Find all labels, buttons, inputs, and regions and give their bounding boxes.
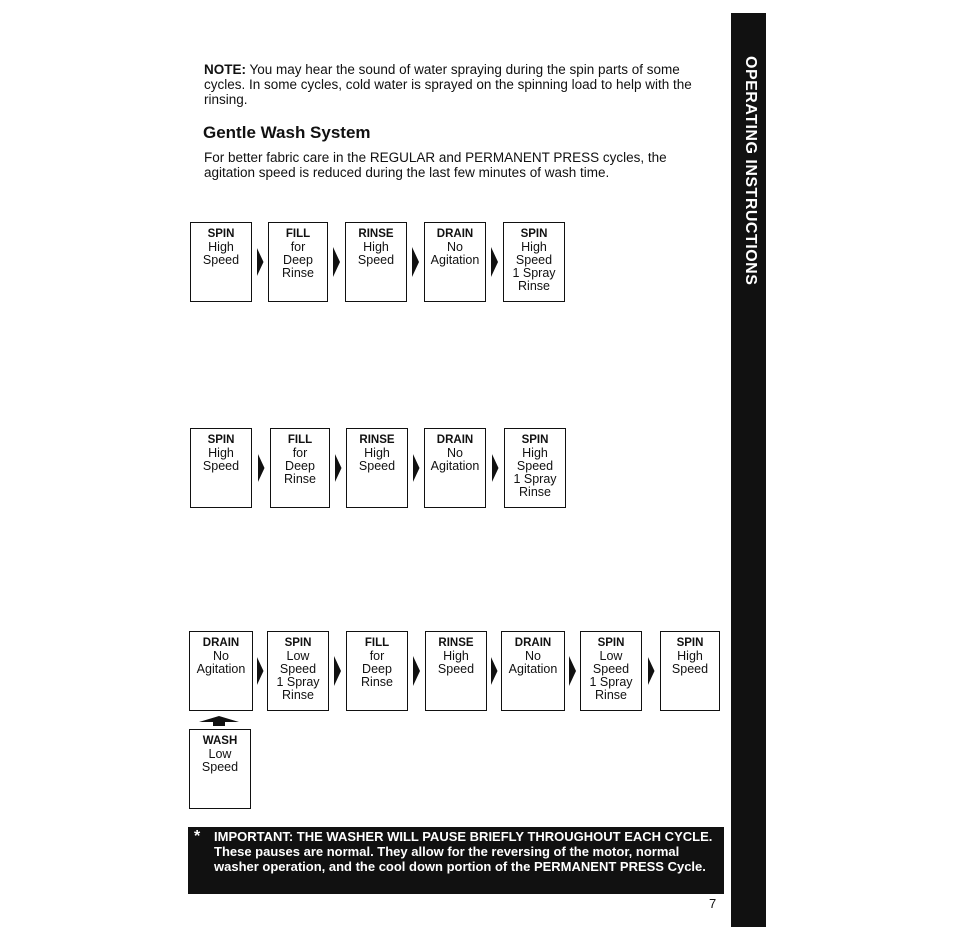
step-line: Speed [515, 253, 553, 267]
cycle-step-box [425, 631, 487, 711]
step-line: for [369, 649, 385, 663]
step-line: Agitation [430, 253, 480, 267]
step-line: Rinse [595, 688, 627, 702]
cycle-step-box [345, 222, 407, 302]
step-line: No [525, 649, 541, 663]
right-arrow-icon [412, 247, 419, 277]
right-arrow-icon [648, 656, 655, 686]
step-line: Rinse [518, 279, 550, 293]
right-arrow-icon [492, 453, 499, 483]
cycle-step-box [504, 428, 566, 508]
right-arrow-icon [413, 656, 420, 686]
important-banner [188, 827, 724, 894]
section-intro: For better fabric care in the REGULAR and PERMANENT PRESS cycles, the agitation speed is reduced during the last few minutes of wash time. [204, 150, 667, 180]
step-line: Agitation [196, 662, 246, 676]
cycle-step-box [190, 222, 252, 302]
cycle-step-box [189, 631, 253, 711]
step-line: Deep [362, 662, 392, 676]
cycle-step-box [270, 428, 330, 508]
right-arrow-icon [333, 247, 340, 277]
step-line: Rinse [284, 472, 316, 486]
step-line: Rinse [282, 266, 314, 280]
step-line: High [363, 240, 389, 254]
step-line: Deep [285, 459, 315, 473]
step-title: SPIN [676, 637, 704, 649]
step-line: 1 Spray [589, 675, 633, 689]
step-line: Rinse [361, 675, 393, 689]
step-title: DRAIN [202, 637, 240, 649]
up-arrow-icon [199, 716, 239, 726]
right-arrow-icon [491, 656, 498, 686]
right-arrow-icon [413, 453, 420, 483]
step-title: SPIN [520, 228, 548, 240]
step-line: Speed [279, 662, 317, 676]
step-title: SPIN [207, 228, 235, 240]
note-label: NOTE: [204, 62, 246, 77]
step-title: FILL [364, 637, 390, 649]
step-title: DRAIN [514, 637, 552, 649]
cycle-step-box [346, 428, 408, 508]
step-line: High [364, 446, 390, 460]
step-line: Deep [283, 253, 313, 267]
step-line: High [677, 649, 703, 663]
step-line: Speed [358, 459, 396, 473]
step-line: Low [208, 747, 232, 761]
cycle-step-box [660, 631, 720, 711]
step-title: DRAIN [436, 434, 474, 446]
step-line: High [208, 446, 234, 460]
sidebar-title: OPERATING INSTRUCTIONS [742, 56, 759, 286]
page-number: 7 [709, 896, 717, 911]
right-arrow-icon [334, 656, 341, 686]
right-arrow-icon [491, 247, 498, 277]
step-line: No [447, 240, 463, 254]
step-line: Low [286, 649, 310, 663]
cycle-step-box [190, 428, 252, 508]
step-title: SPIN [207, 434, 235, 446]
right-arrow-icon [258, 453, 265, 483]
step-line: 1 Spray [276, 675, 320, 689]
step-line: Speed [437, 662, 475, 676]
step-line: Speed [671, 662, 709, 676]
cycle-step-box [268, 222, 328, 302]
step-line: 1 Spray [513, 472, 557, 486]
step-line: Speed [201, 760, 239, 774]
step-title: DRAIN [436, 228, 474, 240]
step-title: SPIN [597, 637, 625, 649]
step-line: Speed [516, 459, 554, 473]
step-line: High [208, 240, 234, 254]
step-title: RINSE [438, 637, 474, 649]
step-line: Speed [357, 253, 395, 267]
step-line: Rinse [282, 688, 314, 702]
wash-step-box [189, 729, 251, 809]
step-line: Speed [592, 662, 630, 676]
step-line: Low [599, 649, 623, 663]
step-line: Agitation [508, 662, 558, 676]
important-text: IMPORTANT: THE WASHER WILL PAUSE BRIEFLY THROUGHOUT EACH CYCLE. These pauses are normal. They allow for the reversing of the motor, normal washer operation, and the cool down portion of the PERMANENT PRESS Cycle. [214, 829, 713, 874]
step-line: High [522, 446, 548, 460]
cycle-step-box [346, 631, 408, 711]
cycle-step-box [503, 222, 565, 302]
right-arrow-icon [335, 453, 342, 483]
step-title: FILL [285, 228, 311, 240]
right-arrow-icon [257, 247, 264, 277]
step-title: RINSE [358, 228, 394, 240]
cycle-step-box [424, 222, 486, 302]
cycle-step-box [267, 631, 329, 711]
right-arrow-icon [257, 656, 264, 686]
step-line: High [443, 649, 469, 663]
note-text: You may hear the sound of water spraying during the spin parts of some cycles. In some cycles, cold water is sprayed on the spinning load to help with the rinsing. [204, 62, 692, 107]
asterisk-icon: * [194, 828, 201, 845]
right-arrow-icon [569, 656, 576, 686]
cycle-step-box [501, 631, 565, 711]
step-line: High [521, 240, 547, 254]
step-line: for [292, 446, 308, 460]
step-title: SPIN [284, 637, 312, 649]
step-line: No [447, 446, 463, 460]
step-title: WASH [202, 735, 238, 747]
step-title: SPIN [521, 434, 549, 446]
step-line: for [290, 240, 306, 254]
note-paragraph [204, 62, 724, 107]
step-line: Speed [202, 459, 240, 473]
section-title: Gentle Wash System [203, 123, 371, 142]
step-title: FILL [287, 434, 313, 446]
step-line: No [213, 649, 229, 663]
step-line: Agitation [430, 459, 480, 473]
step-line: 1 Spray [512, 266, 556, 280]
cycle-step-box [580, 631, 642, 711]
cycle-step-box [424, 428, 486, 508]
step-title: RINSE [359, 434, 395, 446]
step-line: Speed [202, 253, 240, 267]
step-line: Rinse [519, 485, 551, 499]
